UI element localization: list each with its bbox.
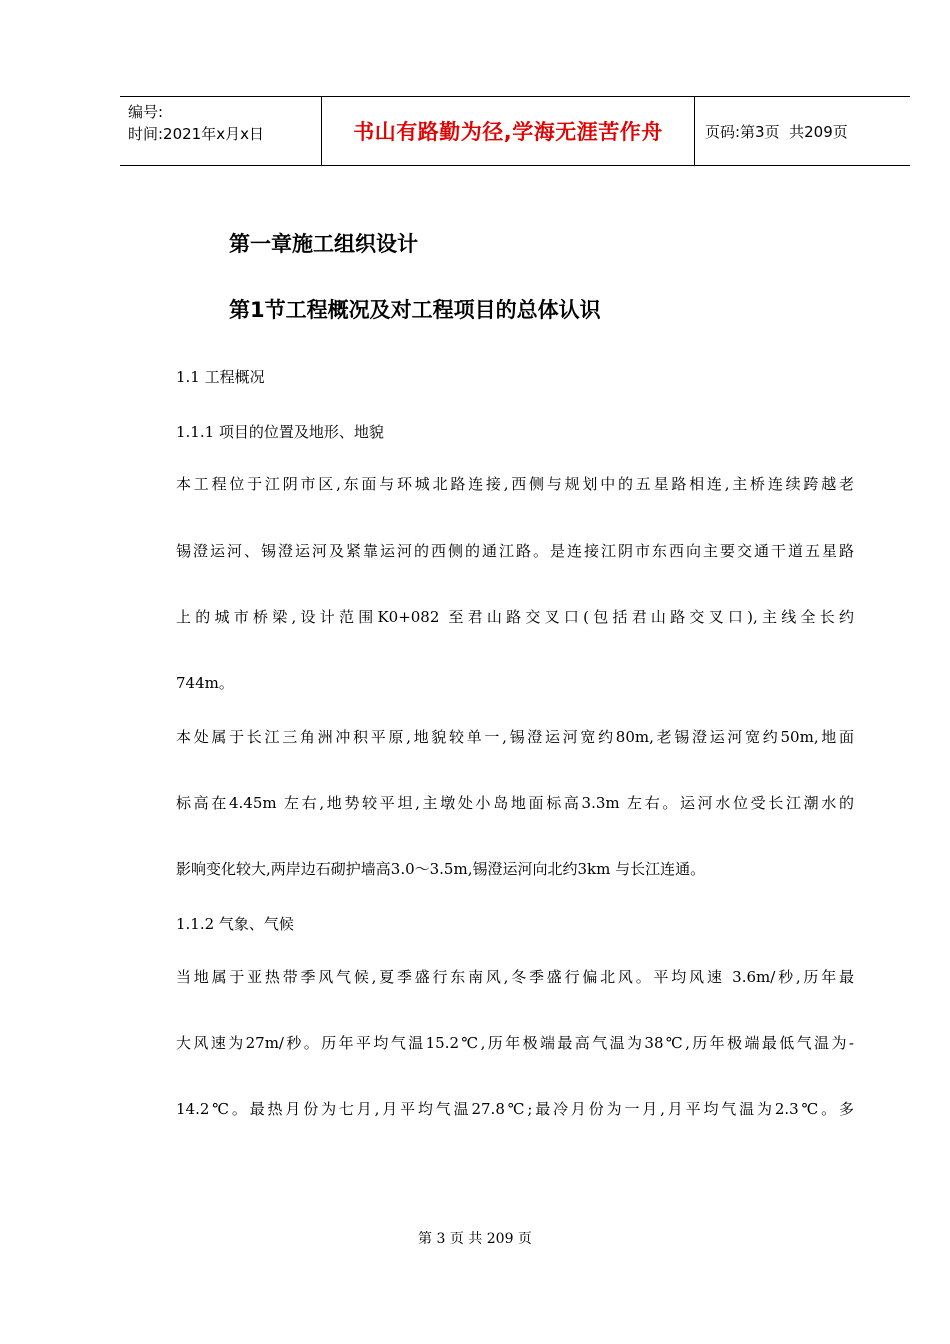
header-meta <box>120 97 321 165</box>
heading-1-1-2: 1.1.2 气象、气候 <box>176 915 294 933</box>
paragraph-line: 标高在4.45m 左右,地势较平坦,主墩处小岛地面标高3.3m 左右。运河水位受长江潮水的 <box>176 794 854 812</box>
code-label: 编号: <box>128 103 164 121</box>
paragraph-line: 744m。 <box>176 674 234 692</box>
page-label: 页码:第3页 共209页 <box>705 122 848 141</box>
heading-1-1-1: 1.1.1 项目的位置及地形、地貌 <box>176 423 384 441</box>
header-page-info <box>695 97 910 165</box>
paragraph-line: 锡澄运河、锡澄运河及紧靠运河的西侧的通江路。是连接江阴市东西向主要交通干道五星路 <box>176 542 854 560</box>
paragraph-line: 本工程位于江阴市区,东面与环城北路连接,西侧与规划中的五星路相连,主桥连续跨越老 <box>176 475 854 493</box>
header-motto: 书山有路勤为径,学海无涯苦作舟 <box>321 97 695 165</box>
paragraph-line: 当地属于亚热带季风气候,夏季盛行东南风,冬季盛行偏北风。平均风速 3.6m/秒,历年最 <box>176 968 854 986</box>
paragraph-line: 本处属于长江三角洲冲积平原,地貌较单一,锡澄运河宽约80m,老锡澄运河宽约50m,地面 <box>176 728 854 746</box>
paragraph-line: 14.2℃。最热月份为七月,月平均气温27.8℃;最冷月份为一月,月平均气温为2.3℃。多 <box>176 1100 854 1118</box>
heading-1-1: 1.1 工程概况 <box>176 368 265 386</box>
page-header <box>120 96 910 166</box>
page-footer: 第 3 页 共 209 页 <box>418 1231 532 1247</box>
paragraph-line: 上的城市桥梁,设计范围K0+082 至君山路交叉口(包括君山路交叉口),主线全长约 <box>176 608 854 626</box>
paragraph-line: 大风速为27m/秒。历年平均气温15.2℃,历年极端最高气温为38℃,历年极端最低气温为- <box>176 1034 854 1052</box>
section-title: 第1节工程概况及对工程项目的总体认识 <box>229 298 601 322</box>
paragraph-line: 影响变化较大,两岸边石砌护墙高3.0～3.5m,锡澄运河向北约3km 与长江连通。 <box>176 860 706 878</box>
chapter-title: 第一章施工组织设计 <box>229 232 418 256</box>
time-label: 时间:2021年x月x日 <box>128 125 264 143</box>
